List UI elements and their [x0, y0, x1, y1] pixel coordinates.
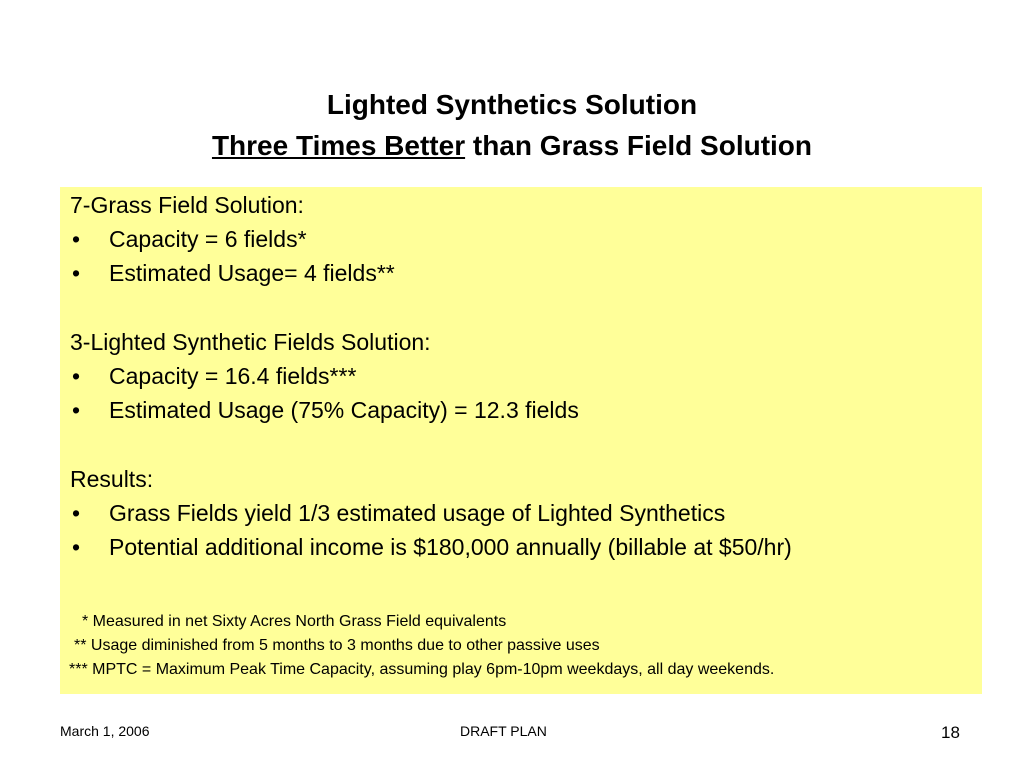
slide-title-emphasis: Three Times Better — [211, 130, 466, 161]
section-heading-grass: 7-Grass Field Solution: — [70, 192, 304, 218]
footnote: *** MPTC = Maximum Peak Time Capacity, assuming play 6pm-10pm weekdays, all day weekends. — [69, 661, 775, 678]
bullet-text: Grass Fields yield 1/3 estimated usage of Lighted Synthetics — [109, 500, 726, 526]
bullet-text: Capacity = 6 fields* — [109, 226, 307, 252]
slide-title-rest: than Grass Field Solution — [465, 130, 813, 161]
slide-title-line1: Lighted Synthetics Solution — [326, 89, 698, 120]
bullet-dot: • — [72, 363, 81, 389]
footer-date: March 1, 2006 — [60, 723, 150, 739]
section-heading-results: Results: — [70, 466, 154, 492]
section-heading-synthetic: 3-Lighted Synthetic Fields Solution: — [70, 329, 431, 355]
bullet-text: Capacity = 16.4 fields*** — [109, 363, 357, 389]
bullet-text: Estimated Usage= 4 fields** — [109, 260, 395, 286]
bullet-dot: • — [72, 397, 81, 423]
bullet-dot: • — [72, 500, 81, 526]
bullet-text: Potential additional income is $180,000 annually (billable at $50/hr) — [109, 534, 792, 560]
bullet-text: Estimated Usage (75% Capacity) = 12.3 fields — [109, 397, 579, 423]
footnote: * Measured in net Sixty Acres North Grass Field equivalents — [82, 613, 507, 630]
slide-title-line2 — [0, 129, 1024, 163]
bullet-dot: • — [72, 226, 81, 252]
page-number: 18 — [941, 723, 960, 742]
bullet-dot: • — [72, 534, 81, 560]
footer-status: DRAFT PLAN — [460, 723, 547, 739]
bullet-dot: • — [72, 260, 81, 286]
footnote: ** Usage diminished from 5 months to 3 months due to other passive uses — [74, 637, 600, 654]
